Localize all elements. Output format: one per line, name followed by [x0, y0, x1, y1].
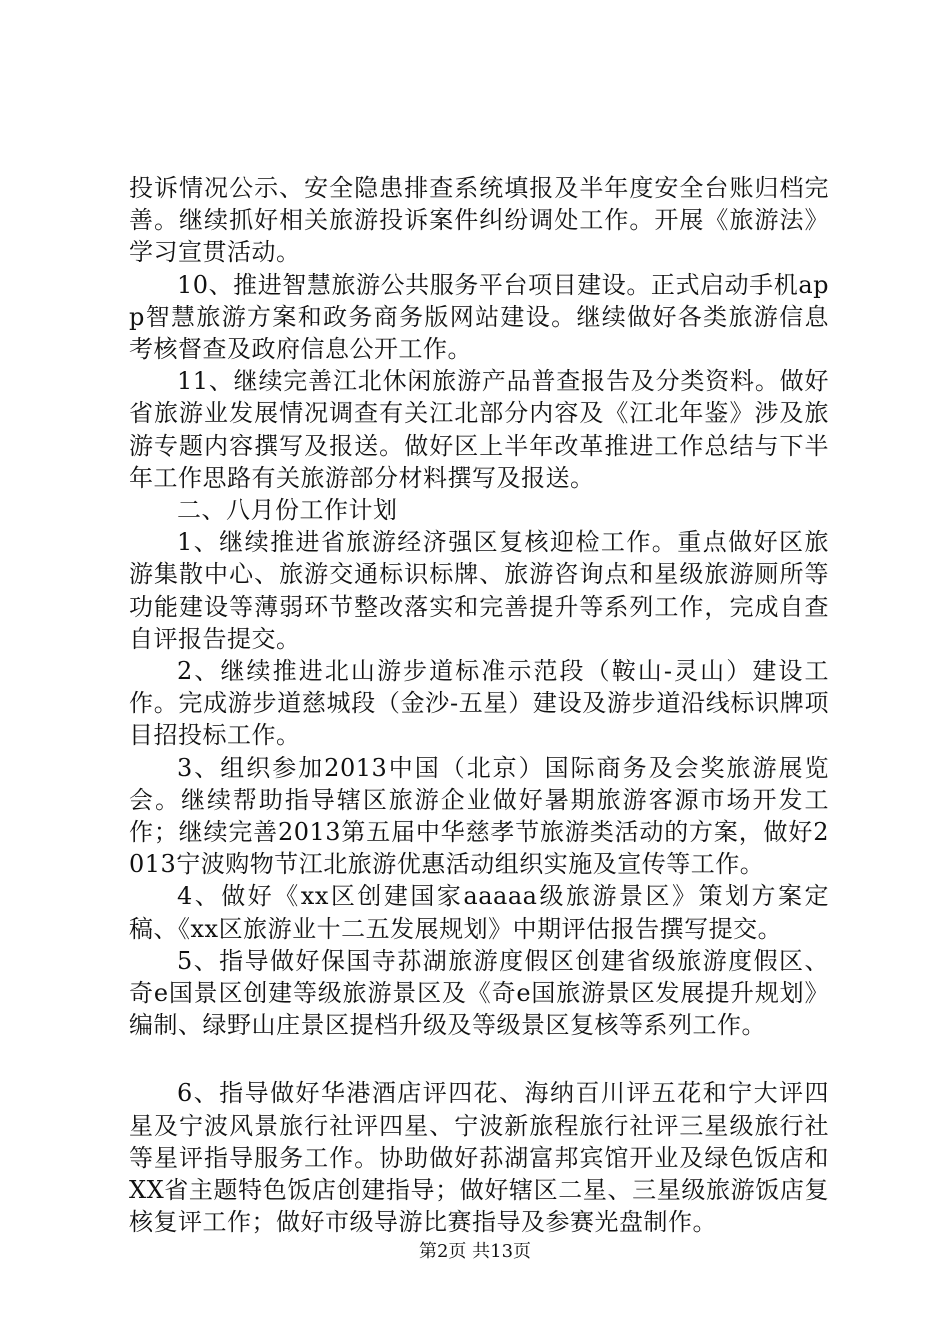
paragraph-plan-item-6: 6、指导做好华港酒店评四花、海纳百川评五花和宁大评四星及宁波风景旅行社评四星、宁波新旅程旅行社评三星级旅行社等星评指导服务工作。协助做好荪湖富邦宾馆开业及绿色饭店和XX省主题特色饭店创建指导；做好辖区二星、三星级旅游饭店复核复评工作；做好市级导游比赛指导及参赛光盘制作。 — [129, 1079, 829, 1237]
section-heading-august-plan: 二、八月份工作计划 — [177, 496, 398, 525]
paragraph-item-11: 11、继续完善江北休闲旅游产品普查报告及分类资料。做好省旅游业发展情况调查有关江北部分内容及《江北年鉴》涉及旅游专题内容撰写及报送。做好区上半年改革推进工作总结与下半年工作思路有关旅游部分材料撰写及报送。 — [129, 367, 829, 492]
paragraph-plan-item-1: 1、继续推进省旅游经济强区复核迎检工作。重点做好区旅游集散中心、旅游交通标识标牌、旅游咨询点和星级旅游厕所等功能建设等薄弱环节整改落实和完善提升等系列工作，完成自查自评报告提交。 — [129, 528, 829, 653]
paragraph-plan-item-5: 5、指导做好保国寺荪湖旅游度假区创建省级旅游度假区、奇e国景区创建等级旅游景区及《奇e国旅游景区发展提升规划》编制、绿野山庄景区提档升级及等级景区复核等系列工作。 — [129, 946, 829, 1040]
paragraph-complaints-continued: 投诉情况公示、安全隐患排查系统填报及半年度安全台账归档完善。继续抓好相关旅游投诉案件纠纷调处工作。开展《旅游法》学习宣贯活动。 — [129, 174, 829, 267]
paragraph-plan-item-3: 3、组织参加2013中国（北京）国际商务及会奖旅游展览会。继续帮助指导辖区旅游企业做好暑期旅游客源市场开发工作；继续完善2013第五届中华慈孝节旅游类活动的方案，做好2013宁波购物节江北旅游优惠活动组织实施及宣传等工作。 — [129, 753, 829, 879]
document-body — [129, 172, 829, 1239]
page-footer: 第2页 共13页 — [418, 1241, 532, 1262]
paragraph-plan-item-2: 2、继续推进北山游步道标准示范段（鞍山-灵山）建设工作。完成游步道慈城段（金沙-五星）建设及游步道沿线标识牌项目招投标工作。 — [129, 657, 829, 750]
paragraph-plan-item-4: 4、做好《xx区创建国家aaaaa级旅游景区》策划方案定稿、《xx区旅游业十二五发展规划》中期评估报告撰写提交。 — [129, 882, 829, 943]
paragraph-item-10: 10、推进智慧旅游公共服务平台项目建设。正式启动手机app智慧旅游方案和政务商务版网站建设。继续做好各类旅游信息考核督查及政府信息公开工作。 — [129, 270, 829, 364]
